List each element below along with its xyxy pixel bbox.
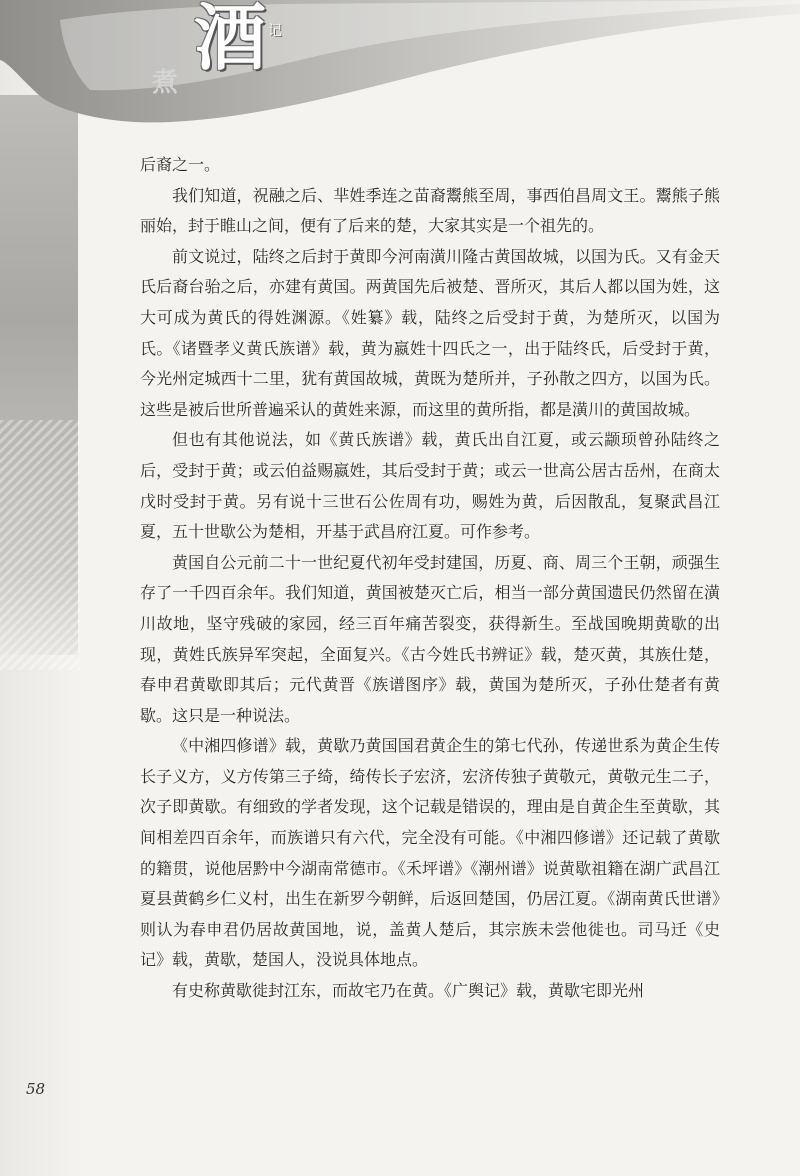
paragraph: 黄国自公元前二十一世纪夏代初年受封建国，历夏、商、周三个王朝，顽强生存了一千四百余年。我们知道，黄国被楚灭亡后，相当一部分黄国遗民仍然留在潢川故地，坚守残破的家园，经三百年痛苦裂变，获得新生。至战国晚期黄歇的出现，黄姓氏族异军突起，全面复兴。《古今姓氏书辨证》载，楚灭黄，其族仕楚，春申君黄歇即其后；元代黄晋《族谱图序》载，黄国为楚所灭，子孙仕楚者有黄歇。这只是一种说法。 [140,552,720,725]
header-char-small-right: 记 [268,23,282,39]
decorative-texture [0,420,80,670]
body-text [140,150,720,1007]
header-char-large: 酒 [194,0,267,80]
paragraph: 《中湘四修谱》载，黄歇乃黄国国君黄企生的第七代孙，传递世系为黄企生传长子义方，义方传第三子绮，绮传长子宏济，宏济传独子黄敬元，黄敬元生二子，次子即黄歇。有细致的学者发现，这个记载是错误的，理由是自黄企生至黄歇，其间相差四百余年，而族谱只有六代，完全没有可能。《中湘四修谱》还记载了黄歇的籍贯，说他居黔中今湖南常德市。《禾坪谱》《潮州谱》说黄歇祖籍在湖广武昌江夏县黄鹤乡仁义村，出生在新罗今朝鲜，后返回楚国，仍居江夏。《湖南黄氏世谱》则认为春申君仍居故黄国地，说，盖黄人楚后，其宗族未尝他徙也。司马迁《史记》载，黄歇，楚国人，没说具体地点。 [140,736,720,970]
paragraph: 前文说过，陆终之后封于黄即今河南潢川隆古黄国故城，以国为氏。又有金天氏后裔台骀之后，亦建有黄国。两黄国先后被楚、晋所灭，其后人都以国为姓，这大可成为黄氏的得姓渊源。《姓纂》载，陆终之后受封于黄，为楚所灭，以国为氏。《诸暨孝义黄氏族谱》载，黄为嬴姓十四氏之一，出于陆终氏，后受封于黄，今光州定城西十二里，犹有黄国故城，黄既为楚所并，子孙散之四方，以国为氏。这些是被后世所普遍采认的黄姓来源，而这里的黄所指，都是潢川的黄国故城。 [140,246,720,419]
paragraph: 我们知道，祝融之后、芈姓季连之苗裔鬻熊至周，事西伯昌周文王。鬻熊子熊丽始，封于睢山之间，便有了后来的楚，大家其实是一个祖先的。 [140,185,720,236]
header-wave-decoration [0,0,800,150]
paragraph: 但也有其他说法，如《黄氏族谱》载，黄氏出自江夏，或云颛顼曾孙陆终之后，受封于黄；或云伯益赐嬴姓，其后受封于黄；或云一世高公居古岳州，在商太戊时受封于黄。另有说十三世石公佐周有功，赐姓为黄，后因散乱，复聚武昌江夏，五十世歇公为楚相，开基于武昌府江夏。可作参考。 [140,430,720,542]
paragraph: 有史称黄歇徙封江东，而故宅乃在黄。《广舆记》载，黄歇宅即光州 [172,981,645,1001]
page-number: 58 [26,1080,46,1098]
paragraph: 后裔之一。 [140,155,221,174]
header-char-small-left: 煮 [152,68,181,98]
